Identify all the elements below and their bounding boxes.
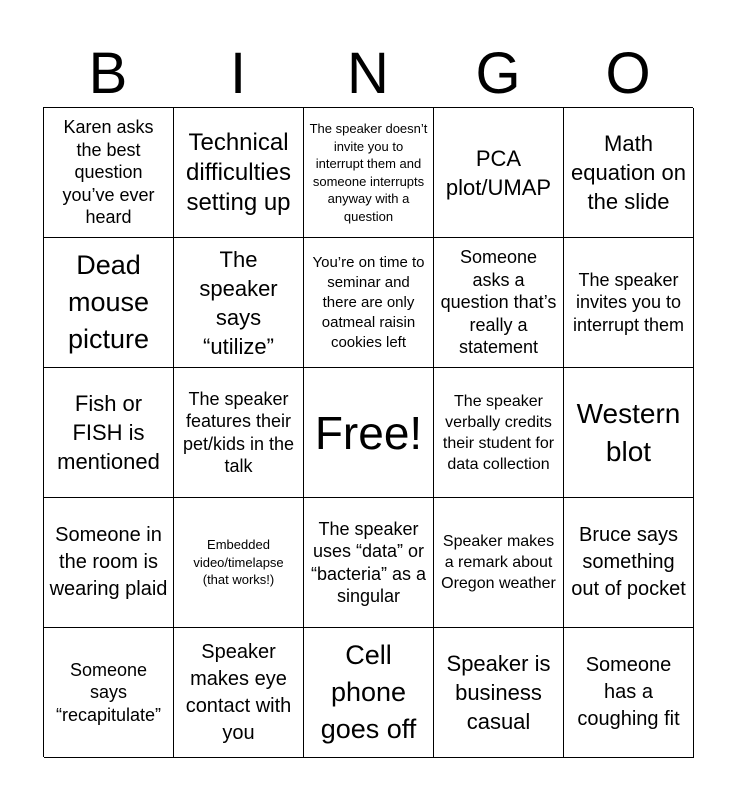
bingo-cell-r5-c3[interactable] bbox=[304, 628, 434, 758]
header-letter-i: I bbox=[229, 41, 247, 106]
cell-text: Someone says “recapitulate” bbox=[55, 659, 162, 725]
bingo-cell-r5-c5[interactable] bbox=[564, 628, 694, 758]
cell-text: Speaker makes a remark about Oregon weather bbox=[441, 533, 556, 592]
bingo-cell-r1-c4[interactable] bbox=[434, 108, 564, 238]
bingo-cell-r2-c3[interactable] bbox=[304, 238, 434, 368]
cell-text: Western blot bbox=[576, 397, 681, 467]
cell-text: Speaker is business casual bbox=[446, 651, 551, 734]
header-letter-g: G bbox=[475, 41, 521, 106]
bingo-cell-r4-c3[interactable] bbox=[304, 498, 434, 628]
bingo-header bbox=[43, 40, 693, 108]
free-space-text: Free! bbox=[314, 406, 423, 459]
cell-text: Fish or FISH is mentioned bbox=[57, 391, 160, 474]
bingo-cell-r2-c4[interactable] bbox=[434, 238, 564, 368]
bingo-cell-r5-c1[interactable] bbox=[44, 628, 174, 758]
cell-text: PCA plot/UMAP bbox=[445, 145, 552, 200]
bingo-cell-r1-c3[interactable] bbox=[304, 108, 434, 238]
cell-text: Someone has a coughing fit bbox=[577, 654, 680, 730]
bingo-cell-r2-c2[interactable] bbox=[174, 238, 304, 368]
bingo-cell-r4-c1[interactable] bbox=[44, 498, 174, 628]
bingo-cell-r3-c4[interactable] bbox=[434, 368, 564, 498]
bingo-cell-r1-c5[interactable] bbox=[564, 108, 694, 238]
bingo-cell-free[interactable] bbox=[304, 368, 434, 498]
bingo-cell-r5-c2[interactable] bbox=[174, 628, 304, 758]
bingo-cell-r4-c4[interactable] bbox=[434, 498, 564, 628]
bingo-cell-r2-c1[interactable] bbox=[44, 238, 174, 368]
cell-text: The speaker verbally credits their student for data collection bbox=[442, 392, 555, 473]
cell-text: Karen asks the best question you’ve ever heard bbox=[62, 117, 155, 228]
cell-text: Math equation on the slide bbox=[571, 131, 686, 214]
bingo-cell-r2-c5[interactable] bbox=[564, 238, 694, 368]
bingo-cell-r4-c2[interactable] bbox=[174, 498, 304, 628]
cell-text: The speaker doesn’t invite you to interrupt them and someone interrupts anyway with a question bbox=[309, 121, 428, 224]
bingo-cell-r3-c5[interactable] bbox=[564, 368, 694, 498]
header-letter-b: B bbox=[88, 41, 128, 106]
bingo-cell-r4-c5[interactable] bbox=[564, 498, 694, 628]
cell-text: The speaker uses “data” or “bacteria” as a singular bbox=[310, 518, 427, 606]
cell-text: Speaker makes eye contact with you bbox=[185, 640, 292, 744]
bingo-cell-r1-c1[interactable] bbox=[44, 108, 174, 238]
cell-text: The speaker invites you to interrupt them bbox=[572, 269, 685, 335]
cell-text: Embedded video/timelapse (that works!) bbox=[193, 537, 284, 588]
cell-text: The speaker features their pet/kids in the talk bbox=[182, 388, 295, 476]
header-letter-n: N bbox=[347, 41, 389, 106]
bingo-board bbox=[43, 107, 693, 757]
cell-text: You’re on time to seminar and there are only oatmeal raisin cookies left bbox=[312, 253, 425, 351]
bingo-cell-r3-c1[interactable] bbox=[44, 368, 174, 498]
bingo-cell-r3-c2[interactable] bbox=[174, 368, 304, 498]
cell-text: Cell phone goes off bbox=[320, 640, 417, 744]
header-letter-o: O bbox=[605, 41, 651, 106]
bingo-cell-r1-c2[interactable] bbox=[174, 108, 304, 238]
cell-text: Dead mouse picture bbox=[67, 250, 150, 354]
cell-text: Someone asks a question that’s really a statement bbox=[440, 247, 557, 358]
cell-text: Technical difficulties setting up bbox=[186, 128, 291, 216]
cell-text: The speaker says “utilize” bbox=[199, 246, 278, 359]
cell-text: Someone in the room is wearing plaid bbox=[49, 524, 168, 600]
bingo-cell-r5-c4[interactable] bbox=[434, 628, 564, 758]
cell-text: Bruce says something out of pocket bbox=[571, 524, 686, 600]
